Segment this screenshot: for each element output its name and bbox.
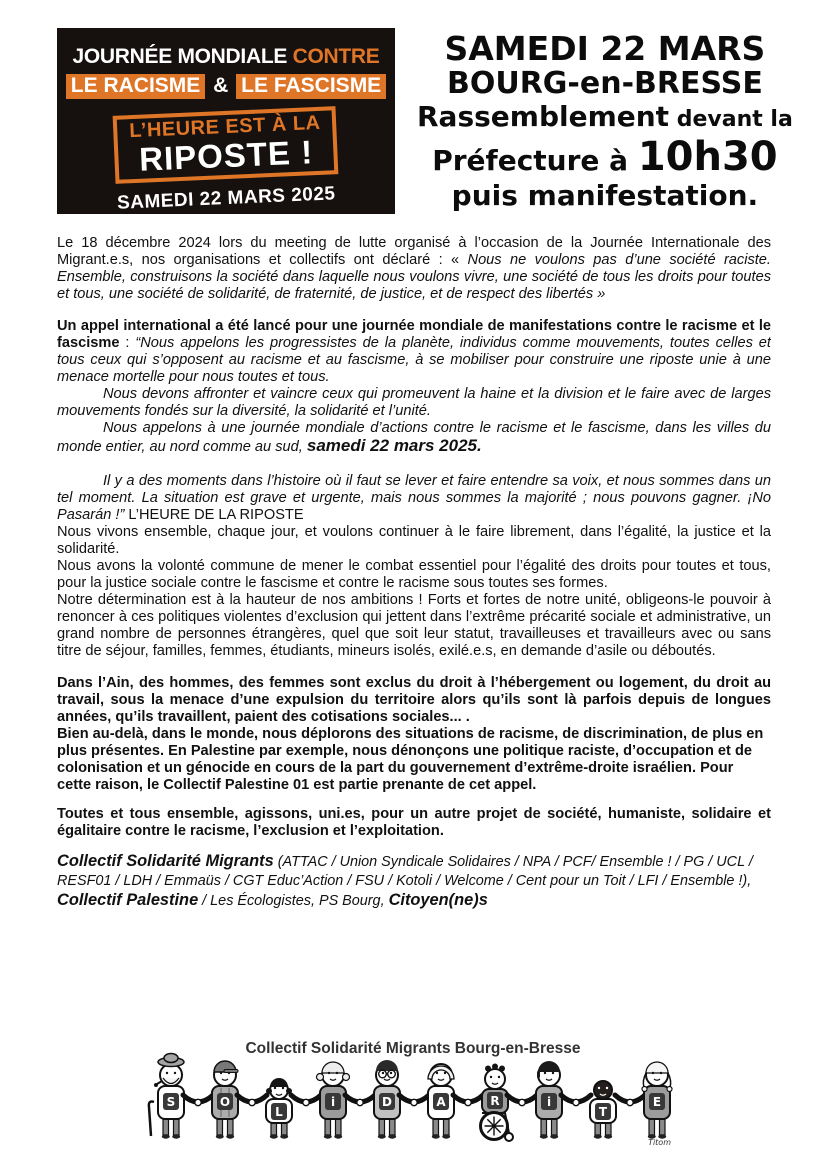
figure-letter: D [382,1095,392,1109]
figure-letter: i [546,1095,552,1109]
journee-date-bold: samedi 22 mars 2025. [306,436,482,455]
paragraph-dans-l-ain: Dans l’Ain, des hommes, des femmes sont exclus du droit à l’hébergement ou logement, du droit au travail, sous la menace d’une expulsion du territoire alors qu’ils sont là parfois depuis de longues années, qu’ils travaillent, paient des cotisations sociales... . [57,675,771,725]
headline-time: 10h30 [637,134,778,181]
banner-fascisme-highlight: LE FASCISME [236,74,386,99]
paragraph-journee-mondiale [57,420,771,456]
headline-prefecture [417,133,793,181]
figure-letter: O [219,1095,231,1109]
collectif-member-list-2: / Les Écologistes, PS Bourg, [198,893,389,909]
heure-riposte-text: L’HEURE DE LA RIPOSTE [128,507,304,523]
event-headline [417,28,793,214]
event-banner [57,28,395,214]
banner-riposte-box [113,106,339,184]
solidarity-figure [399,1064,454,1139]
paragraph-affronter: Nous devons affronter et vaincre ceux qui promeuvent la haine et la division et le faire avec de larges mouvements fondés sur la diversité, la solidarité et l’unité. [57,386,771,419]
collectif-member-list-1: (ATTAC / Union Syndicale Solidaires / NPA / PCF/ Ensemble ! / PG / UCL / RESF01 / LDH / Emmaüs / CGT Educ’Action / FSU / Kotoli / Welcome / Cent pour un Toit / LFI / Ensemble !), [57,854,753,889]
paragraph-vivons-ensemble: Nous vivons ensemble, chaque jour, et voulons continuer à le faire librement, dans l’égalité, la justice et la solidarité. [57,524,771,557]
appel-separator: : [119,335,136,351]
figure-letter: L [275,1105,283,1119]
headline-manifestation: puis manifestation. [451,179,759,213]
headline-devant-la: devant la [669,107,793,133]
intro-quote-text: Nous ne voulons pas d’une société raciste. Ensemble, construisons la société dans laquelle nous voulons vivre, une société de tous les droits pour toutes et tous, une société de solidarité, de fraternité, de justice, et de respect des libertés » [57,252,771,302]
collectif-palestine-name: Collectif Palestine [57,891,199,909]
paragraph-volonte-commune: Nous avons la volonté commune de mener le combat essentiel pour l’égalité des droits pour toutes et tous, pour la justice sociale contre le fascisme et contre le racisme sous toutes ses formes. [57,558,771,591]
solidarity-figure [237,1078,292,1139]
solidarity-figure [453,1064,513,1142]
banner-ampersand: & [213,74,229,97]
solidarity-figure [507,1061,562,1139]
figure-letter: i [330,1095,336,1109]
body-text [57,235,771,1039]
banner-title-line2 [66,74,386,98]
figure-letter: A [436,1095,446,1109]
header [57,28,793,214]
footer-illustration-block [0,1036,826,1166]
figure-letter: S [166,1095,176,1109]
artist-signature: Titom [648,1138,671,1147]
paragraph-palestine: Bien au-delà, dans le monde, nous déplorons des situations de racisme, de discrimination, de plus en plus présentes. En Palestine par exemple, nous dénonçons une politique raciste, d’occupation et de colonisation et un génocide en cours de la part du gouvernement d’extrême-droite israélien. Pour cette raison, le Collectif Palestine 01 est partie prenante de cet appel. [57,726,764,793]
appel-bold-text: Un appel international a été lancé pour une journée mondiale de manifestations contre le racisme et le fascisme [57,318,771,351]
solidarity-figure [615,1062,672,1139]
figure-letter: E [652,1095,662,1109]
figure-letter: T [598,1105,608,1119]
headline-rassemblement-word: Rassemblement [417,100,670,134]
banner-contre: CONTRE [292,45,380,68]
moments-quote-text: Il y a des moments dans l’histoire où il faut se lever et faire entendre sa voix, et nous sommes dans un tel moment. La situation est grave et urgente, mais nous sommes la majorité ; nous pouvons gagner. ¡No Pasarán !” [57,473,771,523]
journee-quote-text: Nous appelons à une journée mondiale d’actions contre le racisme et le fascisme, dans les villes du monde entier, au nord comme au sud, [57,420,771,455]
banner-heure-line: L’HEURE EST À LA [129,111,322,143]
solidarity-illustration [143,1045,683,1149]
headline-rassemblement [417,101,793,133]
appel-quote-text: “Nous appelons les progressistes de la planète, individus comme mouvements, toutes celles et tous ceux qui s’opposent au racisme et au fascisme, à se mobiliser pour construire une riposte unie à une menace mortelle pour nous toutes et tous. [57,335,771,385]
paragraph-appel-international [57,318,771,386]
banner-racisme-highlight: LE RACISME [66,74,206,99]
paragraph-determination: Notre détermination est à la hauteur de nos ambitions ! Forts et fortes de notre unité, obligeons-le pouvoir à renoncer à ces politiques violentes d’exclusion qui jettent dans l’extrême précarité sociale et administrative, un grand nombre de personnes étrangères, quel que soit leur statut, travailleuses et travailleurs avec ou sans titre de séjour, familles, femmes, étudiants, mineurs isolés, exilé.e.s, en demande d’asile ou déboutés. [57,592,771,659]
banner-title-line1 [73,45,380,69]
intro-normal-text: Le 18 décembre 2024 lors du meeting de lutte organisé à l’occasion de la Journée Internationale des Migrant.e.s, nos organisations et collectifs ont déclaré : « [57,235,771,268]
banner-date: SAMEDI 22 MARS 2025 [116,183,336,214]
citoyens-name: Citoyen(ne)s [388,891,488,909]
illustration-caption: Collectif Solidarité Migrants Bourg-en-Bresse [245,1040,581,1057]
paragraph-moments [57,473,771,524]
solidarity-figure [345,1060,400,1139]
solidarity-figure [183,1061,238,1139]
headline-prefecture-word: Préfecture à [432,144,638,178]
banner-riposte-line: RIPOSTE ! [138,133,315,178]
solidarity-figure [291,1062,350,1139]
signature-collectives [57,852,771,911]
figure-letter: R [490,1094,500,1108]
solidarity-figure [561,1081,616,1139]
solidarity-figure [149,1054,184,1139]
paragraph-toutes-ensemble: Toutes et tous ensemble, agissons, uni.es, pour un autre projet de société, humaniste, solidaire et égalitaire contre le racisme, l’exclusion et l’exploitation. [57,806,771,839]
collectif-solidarite-name: Collectif Solidarité Migrants [57,852,274,870]
headline-date: SAMEDI 22 MARS [444,29,766,68]
headline-city: BOURG-en-BRESSE [446,66,763,102]
banner-journee-mondiale: JOURNÉE MONDIALE [72,45,288,68]
paragraph-intro [57,235,771,303]
